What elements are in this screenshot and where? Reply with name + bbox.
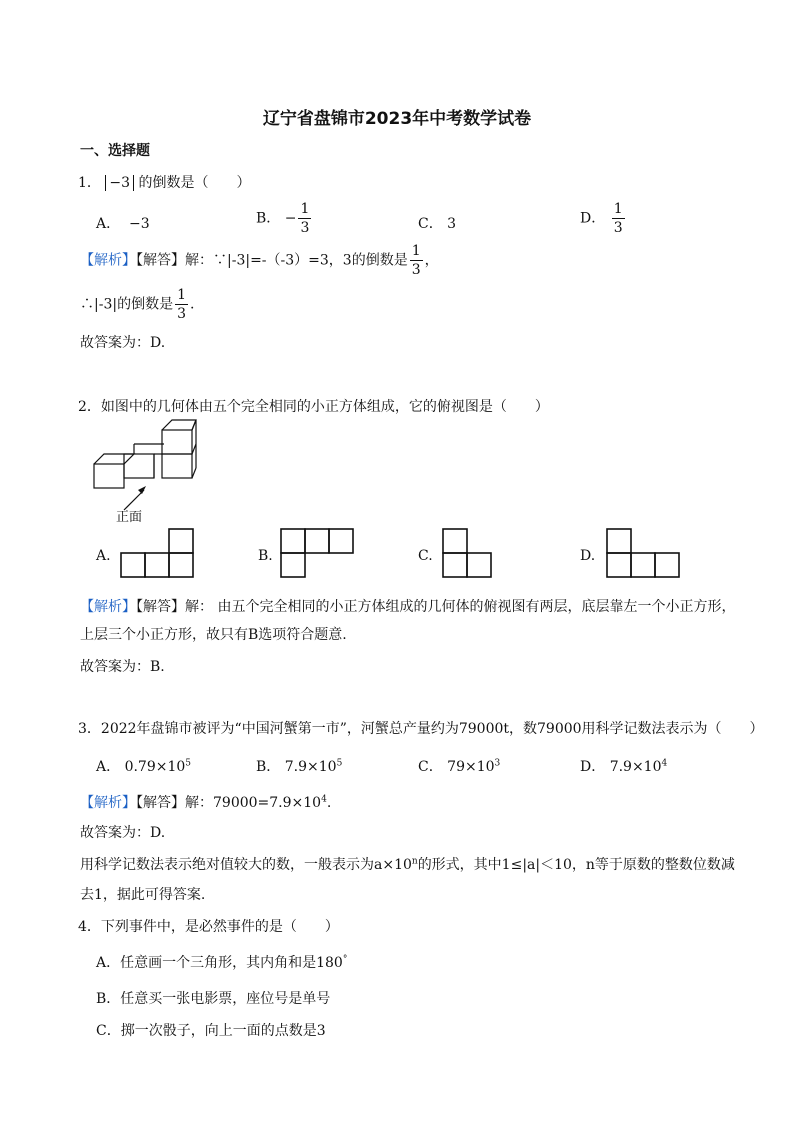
front-view-label: 正面	[116, 510, 143, 525]
q1-option-a	[96, 213, 150, 233]
question-number: 2．	[78, 399, 101, 415]
option-value: −3	[129, 216, 150, 232]
option-value: 7.9×10	[284, 759, 337, 775]
solution-text: 解：∵|-3|=-（-3）=3，3的倒数是	[185, 252, 408, 269]
question-1-stem	[78, 172, 250, 192]
question-text: 2022年盘锦市被评为“中国河蟹第一市”，河蟹总产量约为79000t，数79000用科学记数法表示为（ ）	[100, 721, 764, 737]
question-2-stem	[78, 396, 549, 416]
solution-text: 解：79000=7.9×10	[185, 795, 322, 811]
exponent: 5	[185, 758, 192, 769]
fraction: $\frac{1}{3}$	[300, 201, 310, 236]
solution-text: 解： 由五个完全相同的小正方体组成的几何体的俯视图有两层，底层靠左一个小正方形，	[185, 599, 736, 615]
punctuation: ，	[424, 252, 439, 269]
q4-option-b: B．任意买一张电影票，座位号是单号	[96, 991, 331, 1007]
q1-option-c	[418, 213, 456, 233]
fraction: $\frac{1}{3}$	[411, 243, 421, 278]
section-heading: 一、选择题	[80, 143, 150, 159]
question-text: 如图中的几何体由五个完全相同的小正方体组成，它的俯视图是（ ）	[100, 399, 549, 415]
fraction: $\frac{1}{3}$	[613, 201, 623, 236]
exponent: n	[411, 856, 418, 867]
option-label: D．	[580, 759, 606, 775]
q1-answer: 故答案为：D.	[80, 335, 166, 351]
answer-tag: 【解答】	[136, 599, 185, 615]
analysis-tag: 【解析】	[80, 252, 136, 269]
q3-note-line-2: 去1，据此可得答案.	[80, 887, 206, 903]
note-text: 的形式，其中1≤|a|＜10，n等于原数的整数位数减	[417, 857, 735, 873]
q2-option-a-label: A.	[96, 548, 111, 564]
q2-option-c-label: C.	[418, 548, 433, 564]
answer-tag: 【解答】	[136, 252, 185, 269]
q3-answer: 故答案为：D.	[80, 825, 166, 841]
exponent: 4	[321, 794, 327, 805]
q3-option-a	[96, 756, 191, 776]
q2-solution-line-2: 上层三个小正方形，故只有B选项符合题意.	[80, 627, 347, 643]
option-label: A．	[96, 216, 121, 232]
q3-option-b	[256, 756, 342, 776]
solution-text: ∴|-3|的倒数是	[80, 296, 174, 313]
q4-option-a	[96, 952, 347, 972]
q2-option-c-figure	[442, 528, 494, 580]
question-number: 3．	[78, 721, 101, 737]
q2-solution-line-1	[80, 596, 735, 616]
question-number: 1．	[78, 175, 101, 191]
option-label: D．	[580, 210, 606, 227]
q2-option-b-figure	[280, 528, 356, 580]
question-text: 下列事件中，是必然事件的是（ ）	[100, 919, 339, 935]
option-label: C．	[418, 216, 443, 232]
exponent: 4	[661, 758, 668, 769]
q2-option-b-label: B.	[258, 548, 273, 564]
punctuation: .	[190, 296, 195, 313]
q3-option-c	[418, 756, 500, 776]
option-label: B．	[256, 210, 281, 227]
absolute-value-expression: −3	[105, 175, 134, 191]
exponent: 5	[336, 758, 343, 769]
question-3-stem	[78, 718, 764, 738]
question-number: 4．	[78, 919, 101, 935]
option-label: B．	[256, 759, 281, 775]
q3-note-line-1	[80, 854, 735, 874]
minus-sign: −	[284, 210, 297, 227]
q2-option-d-label: D.	[580, 548, 596, 564]
q1-solution-line-2	[80, 288, 194, 321]
option-value: 7.9×10	[609, 759, 662, 775]
cube-figure	[90, 420, 200, 520]
q3-option-d	[580, 756, 667, 776]
exponent: 3	[494, 758, 501, 769]
option-text: A．任意画一个三角形，其内角和是180	[96, 955, 343, 971]
question-4-stem	[78, 916, 339, 936]
page-title: 辽宁省盘锦市2023年中考数学试卷	[262, 109, 532, 129]
option-label: C．	[418, 759, 443, 775]
q1-solution-line-1	[80, 244, 439, 277]
q2-option-d-figure	[606, 528, 682, 580]
option-value: 79×10	[447, 759, 495, 775]
punctuation: .	[326, 795, 332, 811]
q1-option-d	[580, 202, 627, 235]
q2-answer: 故答案为：B.	[80, 659, 165, 675]
question-text: 的倒数是（ ）	[138, 175, 251, 191]
answer-tag: 【解答】	[136, 795, 185, 811]
option-value: 0.79×10	[124, 759, 186, 775]
q3-solution-line-1	[80, 792, 331, 812]
note-text: 用科学记数法表示绝对值较大的数，一般表示为a×10	[80, 857, 412, 873]
degree-symbol: °	[342, 954, 348, 965]
q1-option-b	[256, 202, 313, 235]
analysis-tag: 【解析】	[80, 599, 136, 615]
option-value: 3	[447, 216, 457, 232]
analysis-tag: 【解析】	[80, 795, 136, 811]
q2-option-a-figure	[120, 528, 196, 580]
fraction: $\frac{1}{3}$	[177, 287, 186, 322]
q4-option-c: C．掷一次骰子，向上一面的点数是3	[96, 1023, 326, 1039]
option-label: A．	[96, 759, 121, 775]
